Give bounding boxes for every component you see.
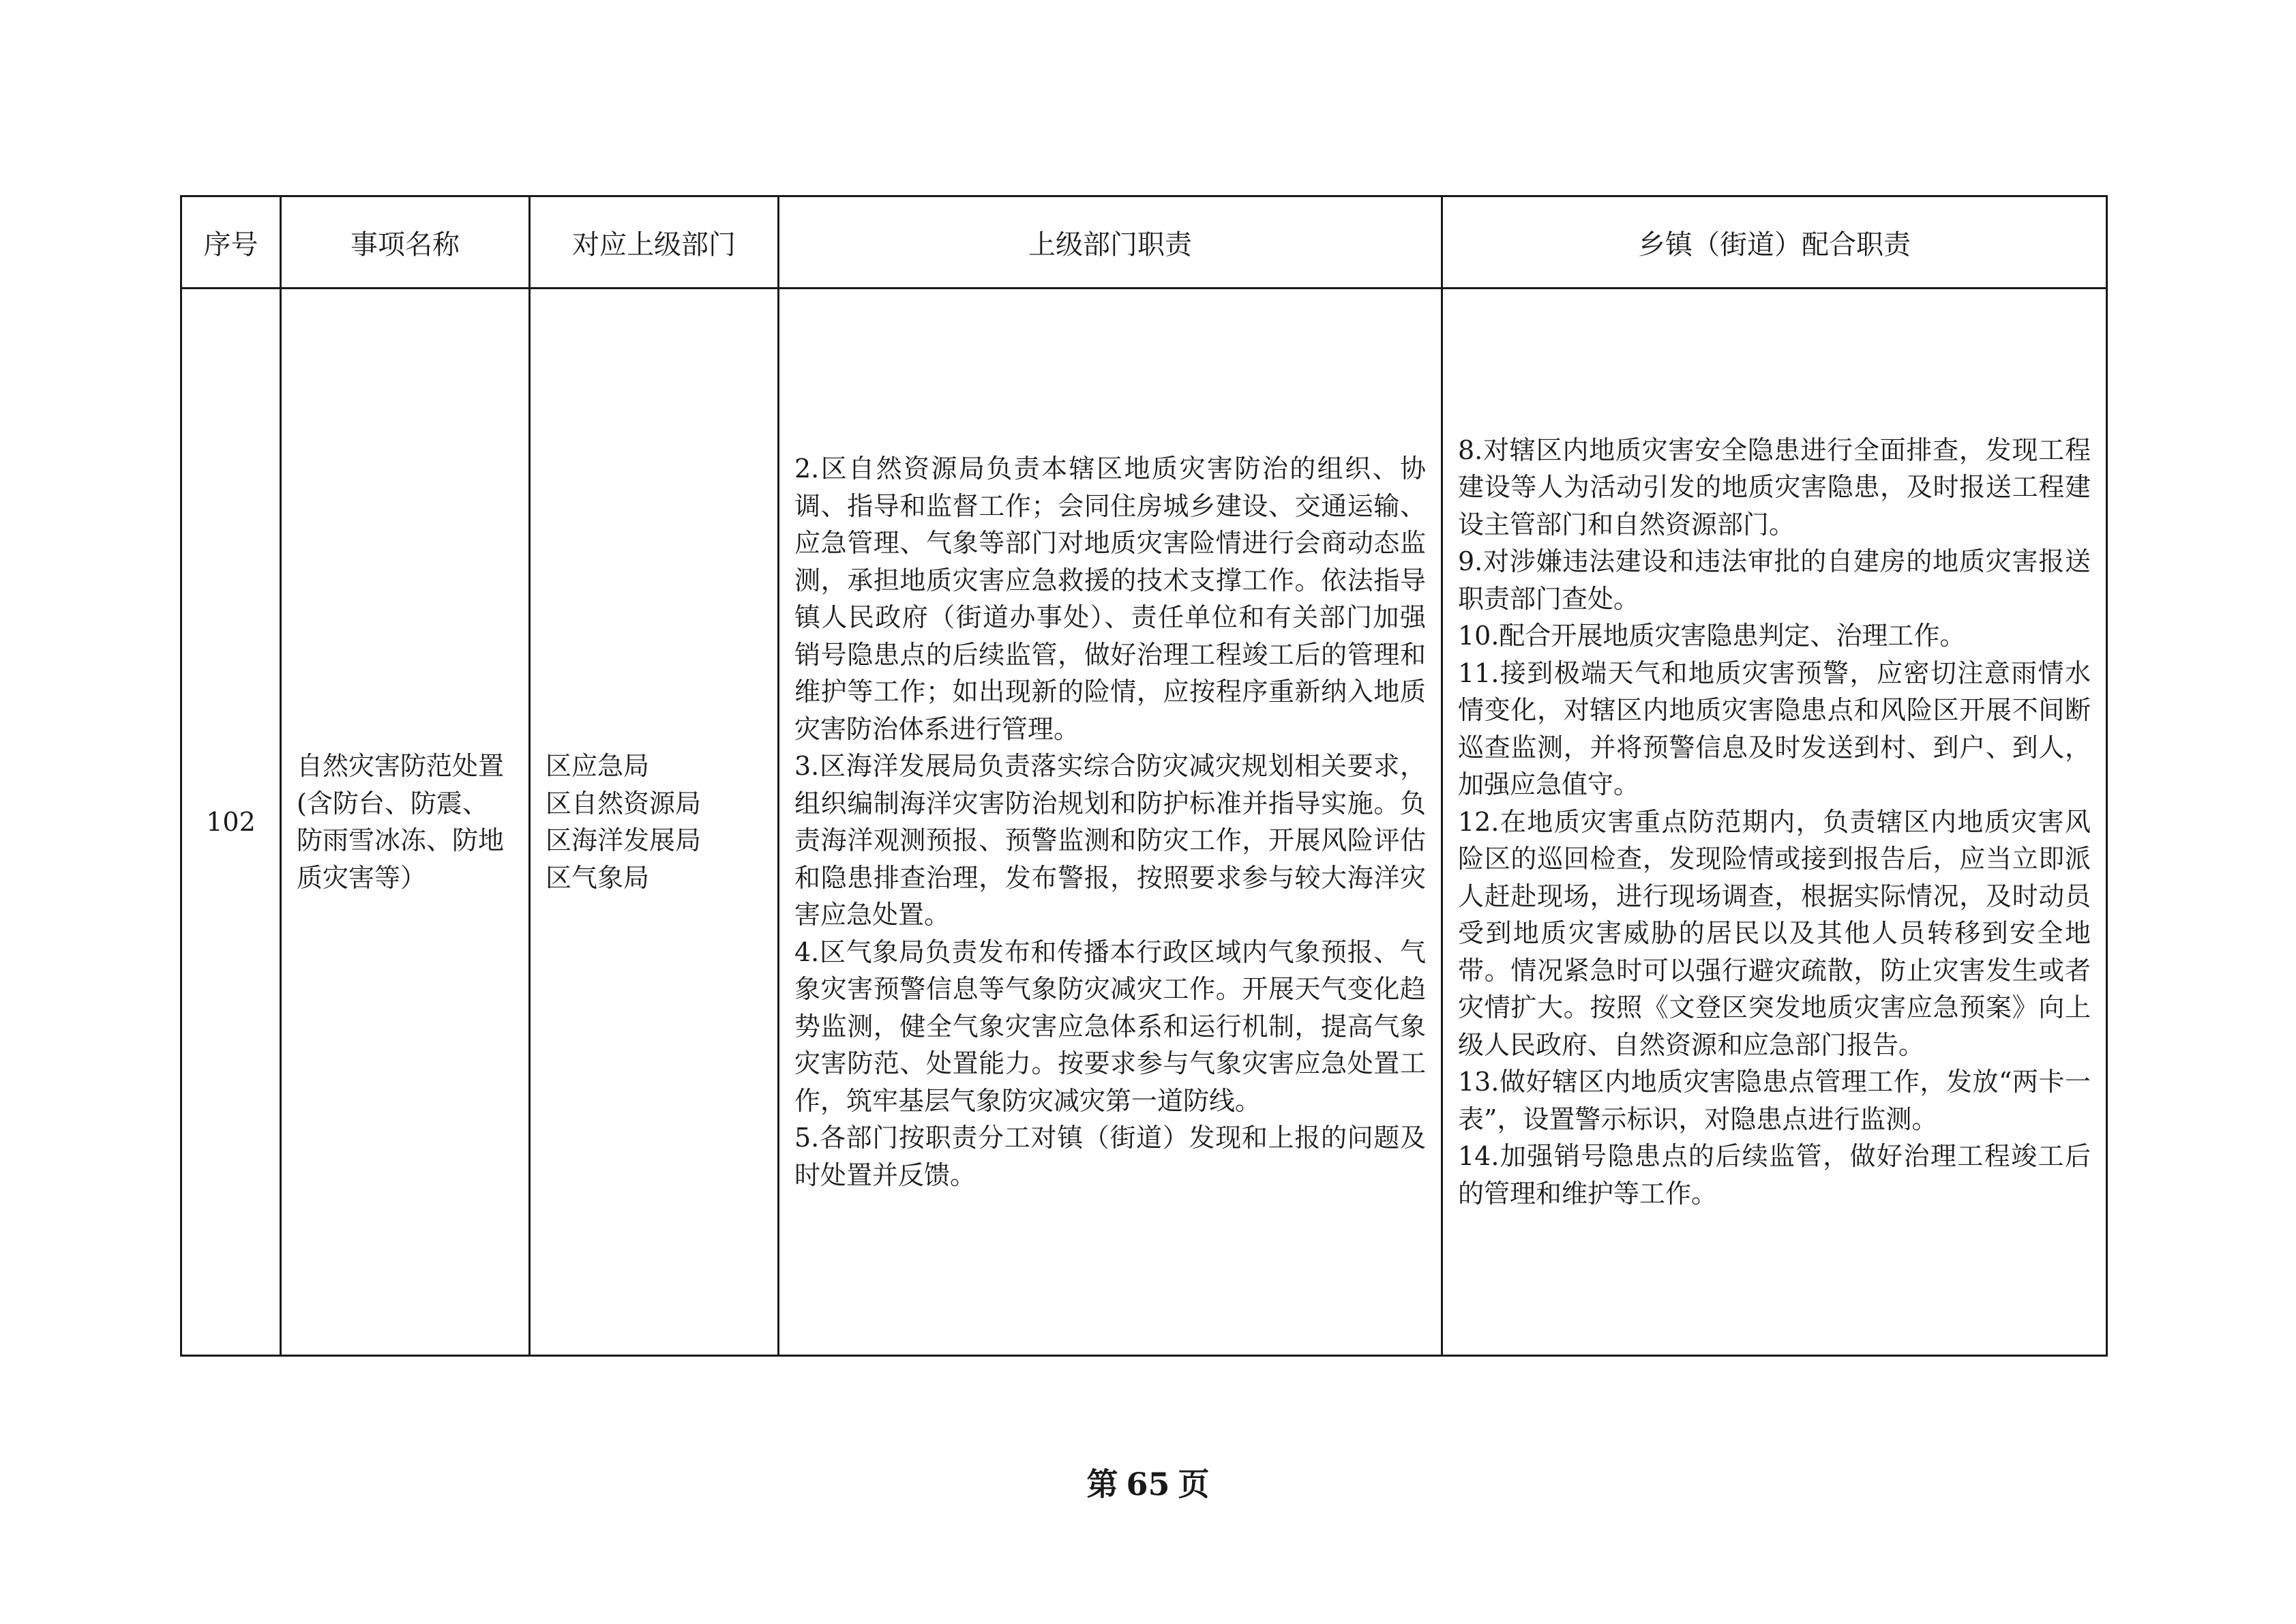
header-superior-duties: 上级部门职责 (779, 196, 1442, 289)
superior-duty-paragraph: 4.区气象局负责发布和传播本行政区域内气象预报、气象灾害预警信息等气象防灾减灾工作。开展天气变化趋势监测，健全气象灾害应急体系和运行机制，提高气象灾害防范、处置能力。按要求参与气象灾害应急处置工作，筑牢基层气象防灾减灾第一道防线。 (794, 936, 1426, 1116)
row-number: 102 (181, 289, 281, 1356)
item-name: 自然灾害防范处置(含防台、防震、防雨雪冰冻、防地质灾害等） (281, 289, 530, 1356)
dept-list (530, 289, 779, 1356)
page-suffix: 页 (1178, 1466, 1210, 1503)
page-footer (0, 1460, 2296, 1505)
dept-item: 区应急局 (546, 751, 650, 781)
township-duty-paragraph: 11.接到极端天气和地质灾害预警，应密切注意雨情水情变化，对辖区内地质灾害隐患点和风险区开展不间断巡查监测，并将预警信息及时发送到村、到户、到人，加强应急值守。 (1458, 658, 2091, 800)
header-no: 序号 (181, 196, 281, 289)
superior-duty-paragraph: 5.各部门按职责分工对镇（街道）发现和上报的问题及时处置并反馈。 (794, 1123, 1426, 1190)
township-duty-paragraph: 14.加强销号隐患点的后续监管，做好治理工程竣工后的管理和维护等工作。 (1458, 1141, 2091, 1209)
township-duty-paragraph: 9.对涉嫌违法建设和违法审批的自建房的地质灾害报送职责部门查处。 (1458, 546, 2091, 614)
duty-table (180, 195, 2108, 1357)
superior-duty-paragraph: 2.区自然资源局负责本辖区地质灾害防治的组织、协调、指导和监督工作；会同住房城乡建设、交通运输、应急管理、气象等部门对地质灾害险情进行会商动态监测，承担地质灾害应急救援的技术支撑工作。依法指导镇人民政府（街道办事处）、责任单位和有关部门加强销号隐患点的后续监管，做好治理工程竣工后的管理和维护等工作；如出现新的险情，应按程序重新纳入地质灾害防治体系进行管理。 (794, 454, 1426, 744)
table-row (181, 289, 2107, 1356)
township-duty-paragraph: 8.对辖区内地质灾害安全隐患进行全面排查，发现工程建设等人为活动引发的地质灾害隐患，及时报送工程建设主管部门和自然资源部门。 (1458, 434, 2091, 540)
page-prefix: 第 (1086, 1466, 1118, 1503)
dept-item: 区气象局 (546, 862, 650, 893)
township-duty-paragraph: 10.配合开展地质灾害隐患判定、治理工作。 (1458, 621, 1966, 651)
header-township-duties: 乡镇（街道）配合职责 (1442, 196, 2107, 289)
township-duty-paragraph: 13.做好辖区内地质灾害隐患点管理工作，发放“两卡一表”，设置警示标识，对隐患点进行监测。 (1458, 1067, 2091, 1134)
township-duties-cell (1442, 289, 2107, 1356)
page-number: 65 (1126, 1466, 1170, 1503)
superior-duties-cell (779, 289, 1442, 1356)
header-dept: 对应上级部门 (530, 196, 779, 289)
superior-duty-paragraph: 3.区海洋发展局负责落实综合防灾减灾规划相关要求，组织编制海洋灾害防治规划和防护标准并指导实施。负责海洋观测预报、预警监测和防灾工作，开展风险评估和隐患排查治理，发布警报，按照要求参与较大海洋灾害应急处置。 (794, 751, 1426, 930)
header-item-name: 事项名称 (281, 196, 530, 289)
township-duty-paragraph: 12.在地质灾害重点防范期内，负责辖区内地质灾害风险区的巡回检查，发现险情或接到报告后，应当立即派人赶赴现场，进行现场调查，根据实际情况，及时动员受到地质灾害威胁的居民以及其他人员转移到安全地带。情况紧急时可以强行避灾疏散，防止灾害发生或者灾情扩大。按照《文登区突发地质灾害应急预案》向上级人民政府、自然资源和应急部门报告。 (1458, 806, 2091, 1060)
dept-item: 区海洋发展局 (546, 825, 702, 855)
dept-item: 区自然资源局 (546, 788, 702, 818)
table-header-row (181, 196, 2107, 289)
